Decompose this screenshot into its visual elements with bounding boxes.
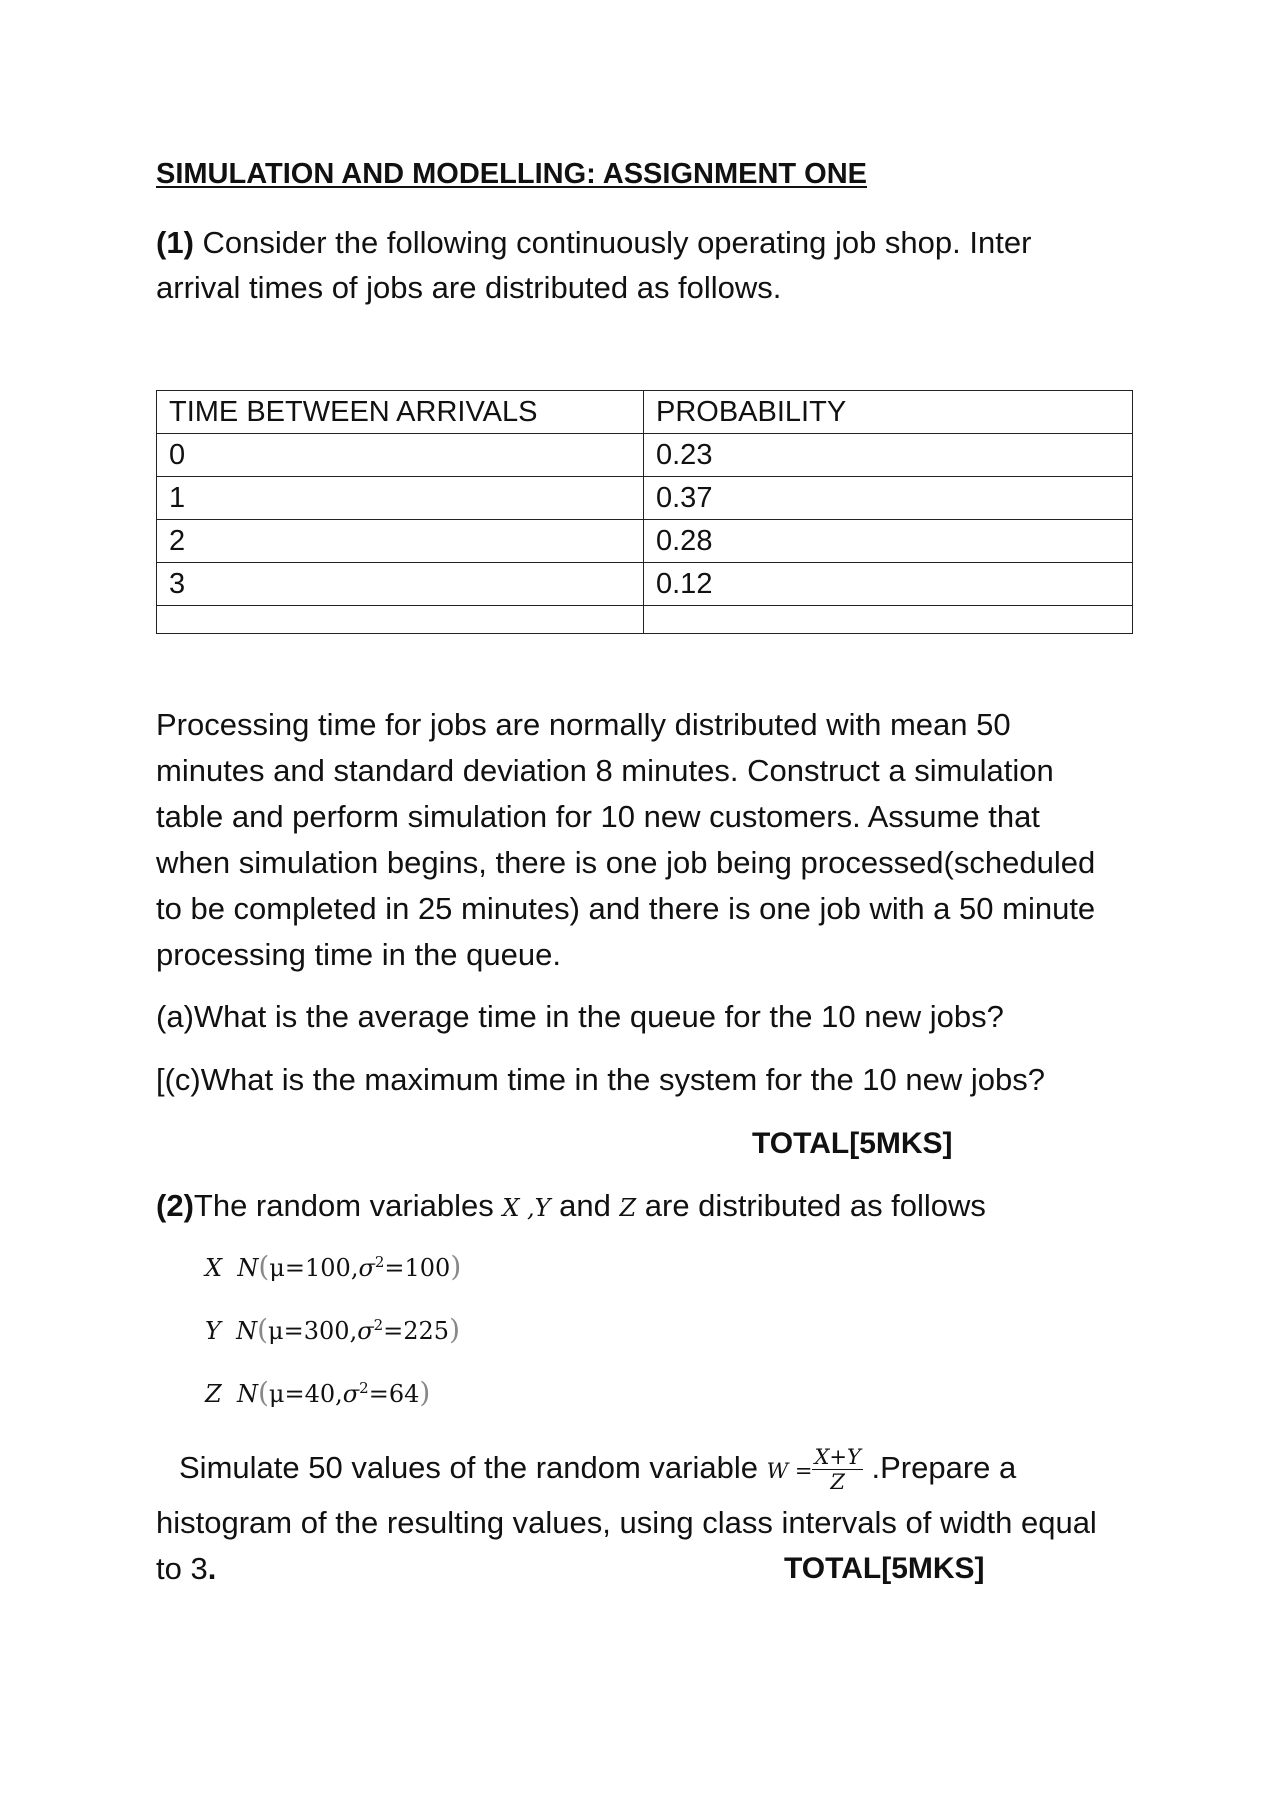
q1-para-line5: to be completed in 25 minutes) and there is one job with a 50 minute <box>156 891 1096 926</box>
table-row <box>157 520 1133 563</box>
table-cell <box>157 606 644 634</box>
table-row <box>157 434 1133 477</box>
q1-number: (1) <box>156 225 194 260</box>
q1-intro-line2: arrival times of jobs are distributed as follows. <box>156 270 782 305</box>
table-row-blank <box>157 606 1133 634</box>
table-cell: 0 <box>157 434 644 477</box>
table-cell: 3 <box>157 563 644 606</box>
q2-vars-xy: X ,Y <box>502 1194 551 1222</box>
table-header-row <box>157 391 1133 434</box>
table-cell: 0.12 <box>644 563 1133 606</box>
q1-total-marks: TOTAL[5MKS] <box>752 1127 953 1160</box>
table-cell: 2 <box>157 520 644 563</box>
q2-line2: histogram of the resulting values, using class intervals of width equal <box>156 1505 1097 1540</box>
q2-number: (2) <box>156 1188 194 1223</box>
header-time-between-arrivals: TIME BETWEEN ARRIVALS <box>157 391 644 434</box>
q1-intro-line1: (1) Consider the following continuously operating job shop. Inter <box>156 225 1032 260</box>
fraction-x-plus-y-over-z: $\frac{X+Y}{Z}$ <box>814 1445 861 1495</box>
q2-var-z: Z <box>619 1194 637 1222</box>
q2-simulate-line: Simulate 50 values of the random variable W = $\frac{X+Y}{Z}$ .Prepare a <box>179 1445 1017 1495</box>
distribution-x: X $N(\mu=100,\sigma^2=100)$ <box>205 1250 462 1283</box>
q1-part-c: [(c)What is the maximum time in the system for the 10 new jobs? <box>156 1062 1045 1097</box>
assignment-title: SIMULATION AND MODELLING: ASSIGNMENT ONE <box>156 158 868 190</box>
table-cell <box>644 606 1133 634</box>
header-probability: PROBABILITY <box>644 391 1133 434</box>
q2-intro: (2)The random variables X ,Y and Z are distributed as follows <box>156 1188 986 1223</box>
table-row <box>157 477 1133 520</box>
q1-para-line2: minutes and standard deviation 8 minutes. Construct a simulation <box>156 753 1054 788</box>
arrival-distribution-table <box>156 390 1133 634</box>
q1-para-line3: table and perform simulation for 10 new customers. Assume that <box>156 799 1040 834</box>
q1-para-line1: Processing time for jobs are normally distributed with mean 50 <box>156 707 1011 742</box>
table-cell: 1 <box>157 477 644 520</box>
distribution-z: Z $N(\mu=40,\sigma^2=64)$ <box>205 1376 431 1409</box>
q1-para-line4: when simulation begins, there is one job being processed(scheduled <box>156 845 1096 880</box>
table-row <box>157 563 1133 606</box>
q2-line3: to 3. <box>156 1551 217 1586</box>
distribution-y: Y $N(\mu=300,\sigma^2=225)$ <box>205 1313 460 1346</box>
q2-total-marks: TOTAL[5MKS] <box>784 1552 985 1585</box>
w-variable: W = <box>766 1459 813 1483</box>
q1-para-line6: processing time in the queue. <box>156 937 561 972</box>
table-cell: 0.23 <box>644 434 1133 477</box>
table-cell: 0.37 <box>644 477 1133 520</box>
table-cell: 0.28 <box>644 520 1133 563</box>
q1-part-a: (a)What is the average time in the queue for the 10 new jobs? <box>156 999 1004 1034</box>
